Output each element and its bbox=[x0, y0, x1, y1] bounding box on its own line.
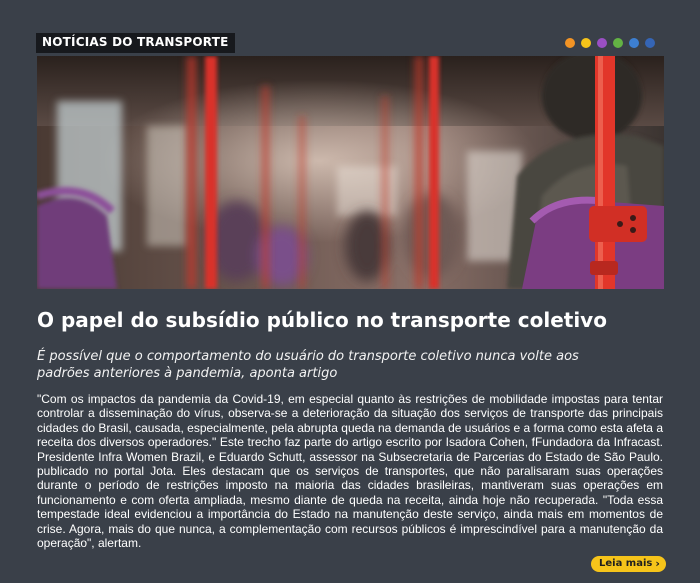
article-subtitle: É possível que o comportamento do usuário do transporte coletivo nunca volte aos padrões anteriores à pandemia, aponta artigo bbox=[37, 349, 579, 381]
hero-image bbox=[37, 56, 664, 289]
green-dot bbox=[613, 38, 623, 48]
orange-dot bbox=[565, 38, 575, 48]
yellow-dot bbox=[581, 38, 591, 48]
chevron-right-icon: › bbox=[655, 557, 660, 570]
section-tag: NOTÍCIAS DO TRANSPORTE bbox=[36, 33, 235, 53]
article-body: "Com os impactos da pandemia da Covid-19, em especial quanto às restrições de mobilidade impostas para tentar controlar a disseminação do vírus, observa-se a deterioração da situação dos serviços de transporte das principais cidades do Brasil, causada, especialmente, pela abrupta queda na demanda de usuários e a forma como esta afeta a receita dos diversos operadores." Este trecho faz parte do artigo escrito por Isadora Cohen, fFundadora da Infracast. Presidente Infra Women Brazil, e Eduardo Schutt, assessor na Subsecretaria de Parcerias do Estado de São Paulo. publicado no portal Jota. Eles destacam que os serviços de transportes, que não paralisaram suas operações durante o período de restrições imposto na maioria das cidades brasileiras, mantiveram suas operações em funcionamento e com oferta ampliada, mesmo diante de queda na receita, ainda hoje não recuperada. "Toda essa tempestade ideal evidenciou a importância do Estado na manutenção deste serviço, ainda mais em momentos de crise. Agora, mais do que nunca, a complementação com recursos públicos é imprescindível para a manutenção da operação", alertam. bbox=[37, 392, 663, 551]
blue-dot bbox=[629, 38, 639, 48]
read-more-label: Leia mais bbox=[599, 558, 653, 569]
navy-dot bbox=[645, 38, 655, 48]
read-more-button[interactable] bbox=[591, 556, 666, 572]
bus-interior-illustration bbox=[37, 56, 664, 289]
color-dots bbox=[565, 38, 655, 48]
article-title: O papel do subsídio público no transporte coletivo bbox=[37, 308, 607, 332]
purple-dot bbox=[597, 38, 607, 48]
